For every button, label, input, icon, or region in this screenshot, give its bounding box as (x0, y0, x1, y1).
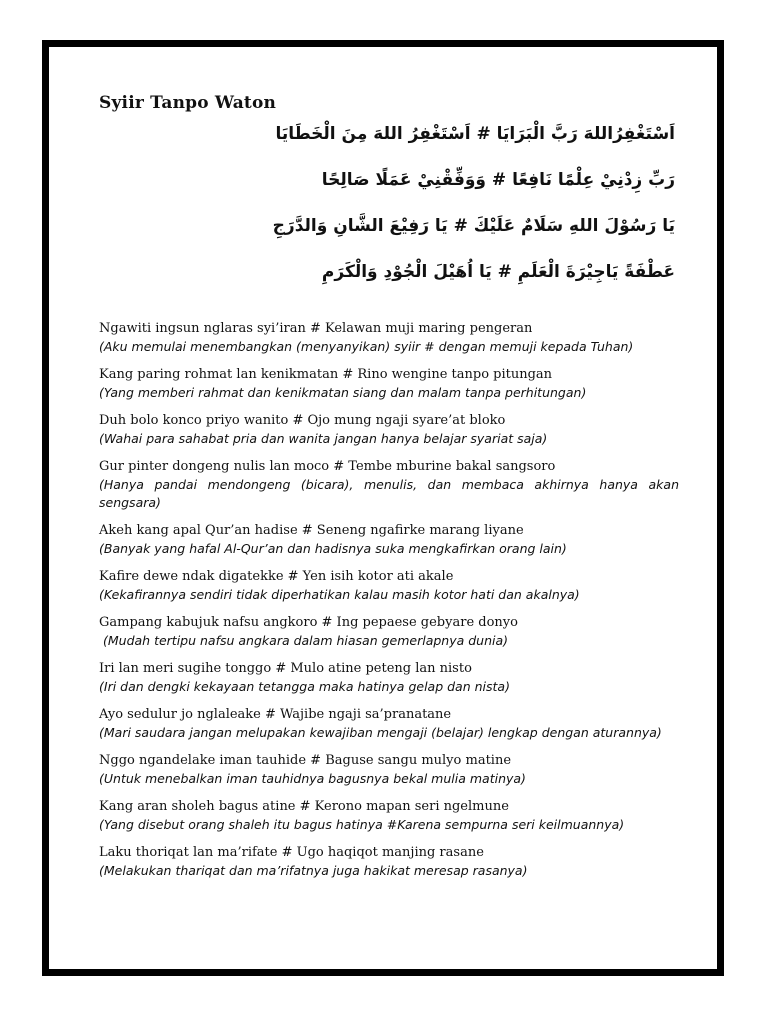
page-frame (42, 40, 724, 976)
verse (99, 522, 679, 558)
translation-line: (Hanya pandai mendongeng (bicara), menulis, dan membaca akhirnya hanya akan sengsara) (99, 477, 679, 510)
translation-line: (Banyak yang hafal Al-Qur’an dan hadisnya suka mengkafirkan orang lain) (99, 541, 567, 556)
verse (99, 752, 679, 788)
arabic-line: يَا رَسُوْلَ اللهِ سَلَامٌ عَلَيْكَ # يَا رَفِيْعَ الشَّانِ وَالدَّرَجِ (272, 216, 675, 236)
translation-line: (Yang memberi rahmat dan kenikmatan siang dan malam tanpa perhitungan) (99, 385, 587, 400)
javanese-line: Gur pinter dongeng nulis lan moco # Tembe mburine bakal sangsoro (99, 459, 556, 474)
javanese-line: Kang aran sholeh bagus atine # Kerono mapan seri ngelmune (99, 799, 509, 814)
verse (99, 798, 679, 834)
verse (99, 844, 679, 880)
translation-line: (Wahai para sahabat pria dan wanita jangan hanya belajar syariat saja) (99, 431, 548, 446)
javanese-line: Ayo sedulur jo nglaleake # Wajibe ngaji sa’pranatane (99, 707, 452, 722)
javanese-line: Iri lan meri sugihe tonggo # Mulo atine peteng lan nisto (99, 661, 472, 676)
javanese-line: Akeh kang apal Qur’an hadise # Seneng ngafirke marang liyane (99, 523, 524, 538)
javanese-line: Laku thoriqat lan ma’rifate # Ugo haqiqot manjing rasane (99, 845, 484, 860)
verse (99, 366, 679, 402)
verse (99, 614, 679, 650)
javanese-line: Duh bolo konco priyo wanito # Ojo mung ngaji syare’at bloko (99, 413, 506, 428)
arabic-line: اَسْتَغْفِرُاللهَ رَبَّ الْبَرَايَا # اَسْتَغْفِرُ اللهَ مِنَ الْخَطَايَا (275, 124, 675, 144)
translation-line: (Melakukan thariqat dan ma’rifatnya juga hakikat meresap rasanya) (99, 863, 528, 878)
translation-line: (Yang disebut orang shaleh itu bagus hatinya #Karena sempurna seri keilmuannya) (99, 817, 625, 832)
javanese-line: Gampang kabujuk nafsu angkoro # Ing pepaese gebyare donyo (99, 615, 518, 630)
translation-line: (Aku memulai menembangkan (menyanyikan) syiir # dengan memuji kepada Tuhan) (99, 339, 634, 354)
verse-list (99, 320, 679, 890)
translation-line: (Untuk menebalkan iman tauhidnya bagusnya bekal mulia matinya) (99, 771, 526, 786)
arabic-line: عَطْفَةً يَاجِيْرَةَ الْعَلَمِ # يَا اُهَيْلَ الْجُوْدِ وَالْكَرَمِ (321, 262, 675, 282)
javanese-line: Kafire dewe ndak digatekke # Yen isih kotor ati akale (99, 569, 454, 584)
translation-line: (Mari saudara jangan melupakan kewajiban mengaji (belajar) lengkap dengan aturannya) (99, 725, 662, 740)
translation-line: (Kekafirannya sendiri tidak diperhatikan kalau masih kotor hati dan akalnya) (99, 587, 580, 602)
arabic-line: رَبِّ زِدْنِيْ عِلْمًا نَافِعًا # وَوَفِّقْنِيْ عَمَلًا صَالِحًا (321, 170, 675, 190)
verse (99, 660, 679, 696)
arabic-verses (245, 111, 675, 295)
verse (99, 412, 679, 448)
javanese-line: Ngawiti ingsun nglaras syi’iran # Kelawan muji maring pengeran (99, 321, 533, 336)
verse (99, 458, 679, 512)
translation-line: (Mudah tertipu nafsu angkara dalam hiasan gemerlapnya dunia) (103, 633, 509, 648)
javanese-line: Nggo ngandelake iman tauhide # Baguse sangu mulyo matine (99, 753, 512, 768)
page-title: Syiir Tanpo Waton (99, 93, 277, 113)
javanese-line: Kang paring rohmat lan kenikmatan # Rino wengine tanpo pitungan (99, 367, 553, 382)
verse (99, 568, 679, 604)
translation-line: (Iri dan dengki kekayaan tetangga maka hatinya gelap dan nista) (99, 679, 510, 694)
verse (99, 320, 679, 356)
verse (99, 706, 679, 742)
